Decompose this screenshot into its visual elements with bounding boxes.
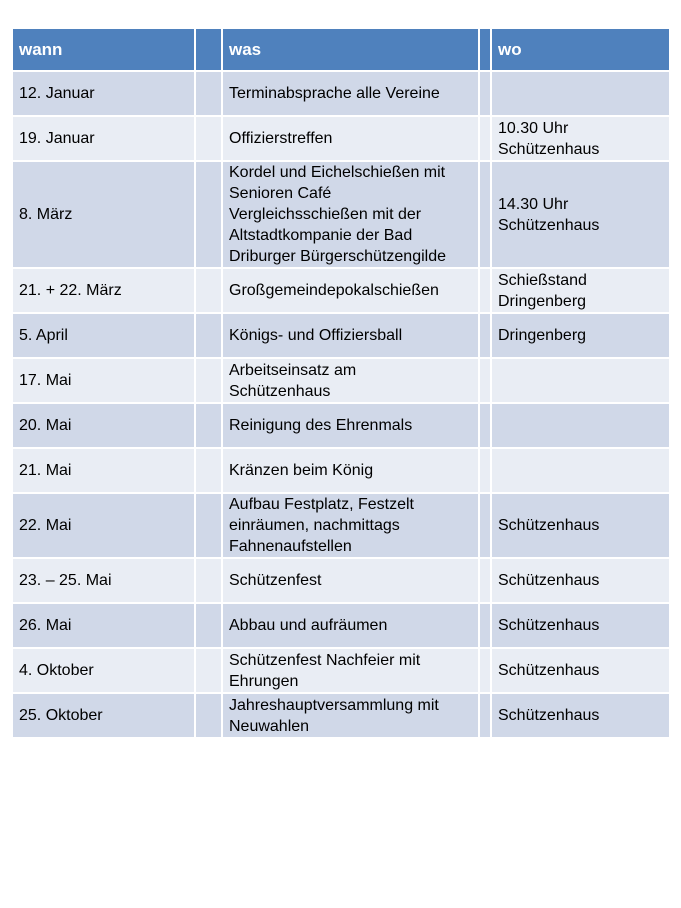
cell-line: Schützenfest Nachfeier mit <box>229 651 421 669</box>
cell-wo <box>492 449 669 494</box>
cell-line: Jahreshauptversammlung mit <box>229 696 439 714</box>
cell-wo <box>492 494 669 559</box>
table-row <box>13 559 669 604</box>
cell-wann: 8. März <box>13 162 196 269</box>
cell-line: Offizierstreffen <box>229 130 333 147</box>
cell-line: Schützenfest <box>229 572 322 589</box>
table-row <box>13 162 669 269</box>
cell-gap <box>480 604 492 649</box>
cell-gap <box>480 72 492 117</box>
table-row <box>13 404 669 449</box>
cell-wann: 4. Oktober <box>13 649 196 694</box>
cell-line: Driburger Bürgerschützengilde <box>229 248 446 265</box>
cell-gap <box>196 494 223 559</box>
cell-wo <box>492 559 669 604</box>
cell-gap <box>480 162 492 269</box>
cell-line: Dringenberg <box>498 327 587 344</box>
cell-wo <box>492 359 669 404</box>
cell-was <box>223 117 480 162</box>
table-row <box>13 359 669 404</box>
cell-was <box>223 162 480 269</box>
cell-gap <box>196 72 223 117</box>
cell-gap <box>196 117 223 162</box>
cell-wann: 26. Mai <box>13 604 196 649</box>
cell-line: Terminabsprache alle Vereine <box>229 85 440 102</box>
cell-was <box>223 269 480 314</box>
table-row <box>13 449 669 494</box>
cell-was <box>223 314 480 359</box>
cell-wann: 25. Oktober <box>13 694 196 739</box>
cell-was <box>223 604 480 649</box>
table-row <box>13 694 669 739</box>
cell-wo <box>492 117 669 162</box>
table-row <box>13 494 669 559</box>
cell-line: Vergleichsschießen mit der <box>229 206 422 223</box>
cell-wann: 17. Mai <box>13 359 196 404</box>
cell-wann: 23. – 25. Mai <box>13 559 196 604</box>
cell-wann: 5. April <box>13 314 196 359</box>
cell-gap <box>480 404 492 449</box>
cell-gap <box>196 604 223 649</box>
cell-wann: 21. Mai <box>13 449 196 494</box>
table-row <box>13 117 669 162</box>
cell-wo <box>492 694 669 739</box>
cell-line: Schützenhaus <box>498 517 600 534</box>
cell-line: Schützenhaus <box>498 707 600 724</box>
cell-line: 10.30 Uhr <box>498 119 569 137</box>
cell-gap <box>480 449 492 494</box>
cell-line: Königs- und Offiziersball <box>229 327 403 344</box>
cell-gap <box>196 649 223 694</box>
header-row <box>13 29 669 72</box>
cell-wo <box>492 162 669 269</box>
cell-was <box>223 449 480 494</box>
cell-wo <box>492 649 669 694</box>
cell-line: Schützenhaus <box>498 216 600 234</box>
cell-line: Abbau und aufräumen <box>229 617 388 634</box>
cell-line: Schießstand <box>498 271 587 289</box>
header-gap <box>196 29 223 72</box>
cell-wann: 12. Januar <box>13 72 196 117</box>
cell-gap <box>480 494 492 559</box>
cell-line: Fahnenaufstellen <box>229 538 352 555</box>
table-row <box>13 314 669 359</box>
cell-wann: 22. Mai <box>13 494 196 559</box>
cell-wo <box>492 314 669 359</box>
cell-gap <box>196 559 223 604</box>
cell-line: einräumen, nachmittags <box>229 517 400 534</box>
cell-was <box>223 559 480 604</box>
cell-gap <box>480 649 492 694</box>
cell-gap <box>480 694 492 739</box>
cell-wann: 20. Mai <box>13 404 196 449</box>
table-row <box>13 649 669 694</box>
cell-gap <box>196 359 223 404</box>
cell-wann: 19. Januar <box>13 117 196 162</box>
cell-line: Reinigung des Ehrenmals <box>229 417 413 434</box>
cell-line: Neuwahlen <box>229 717 310 735</box>
cell-was <box>223 359 480 404</box>
cell-line: Ehrungen <box>229 672 299 690</box>
cell-wo <box>492 404 669 449</box>
cell-gap <box>196 314 223 359</box>
cell-gap <box>196 162 223 269</box>
schedule-table <box>13 29 669 739</box>
cell-line: Schützenhaus <box>498 572 600 589</box>
cell-line: Schützenhaus <box>498 140 600 158</box>
cell-was <box>223 649 480 694</box>
cell-gap <box>480 559 492 604</box>
cell-line: Dringenberg <box>498 292 587 310</box>
cell-wann: 21. + 22. März <box>13 269 196 314</box>
table-row <box>13 72 669 117</box>
cell-gap <box>480 117 492 162</box>
header-wann: wann <box>13 29 196 72</box>
cell-gap <box>196 694 223 739</box>
cell-gap <box>196 404 223 449</box>
cell-line: Senioren Café <box>229 185 332 202</box>
cell-line: Schützenhaus <box>498 617 600 634</box>
cell-wo <box>492 604 669 649</box>
cell-line: Schützenhaus <box>498 662 600 679</box>
cell-gap <box>480 359 492 404</box>
cell-line: Kordel und Eichelschießen mit <box>229 164 446 181</box>
cell-line: Altstadtkompanie der Bad <box>229 227 413 244</box>
cell-line: Aufbau Festplatz, Festzelt <box>229 496 414 513</box>
header-wo: wo <box>492 29 669 72</box>
cell-was <box>223 494 480 559</box>
table-row <box>13 269 669 314</box>
header-was: was <box>223 29 480 72</box>
cell-line: Schützenhaus <box>229 382 331 400</box>
cell-wo <box>492 269 669 314</box>
cell-line: Arbeitseinsatz am <box>229 361 357 379</box>
cell-was <box>223 404 480 449</box>
cell-gap <box>480 314 492 359</box>
table-row <box>13 604 669 649</box>
header-gap <box>480 29 492 72</box>
cell-gap <box>196 449 223 494</box>
cell-was <box>223 694 480 739</box>
cell-was <box>223 72 480 117</box>
cell-gap <box>196 269 223 314</box>
cell-line: Großgemeindepokalschießen <box>229 282 439 299</box>
cell-line: 14.30 Uhr <box>498 195 569 213</box>
cell-gap <box>480 269 492 314</box>
cell-line: Kränzen beim König <box>229 462 374 479</box>
cell-wo <box>492 72 669 117</box>
